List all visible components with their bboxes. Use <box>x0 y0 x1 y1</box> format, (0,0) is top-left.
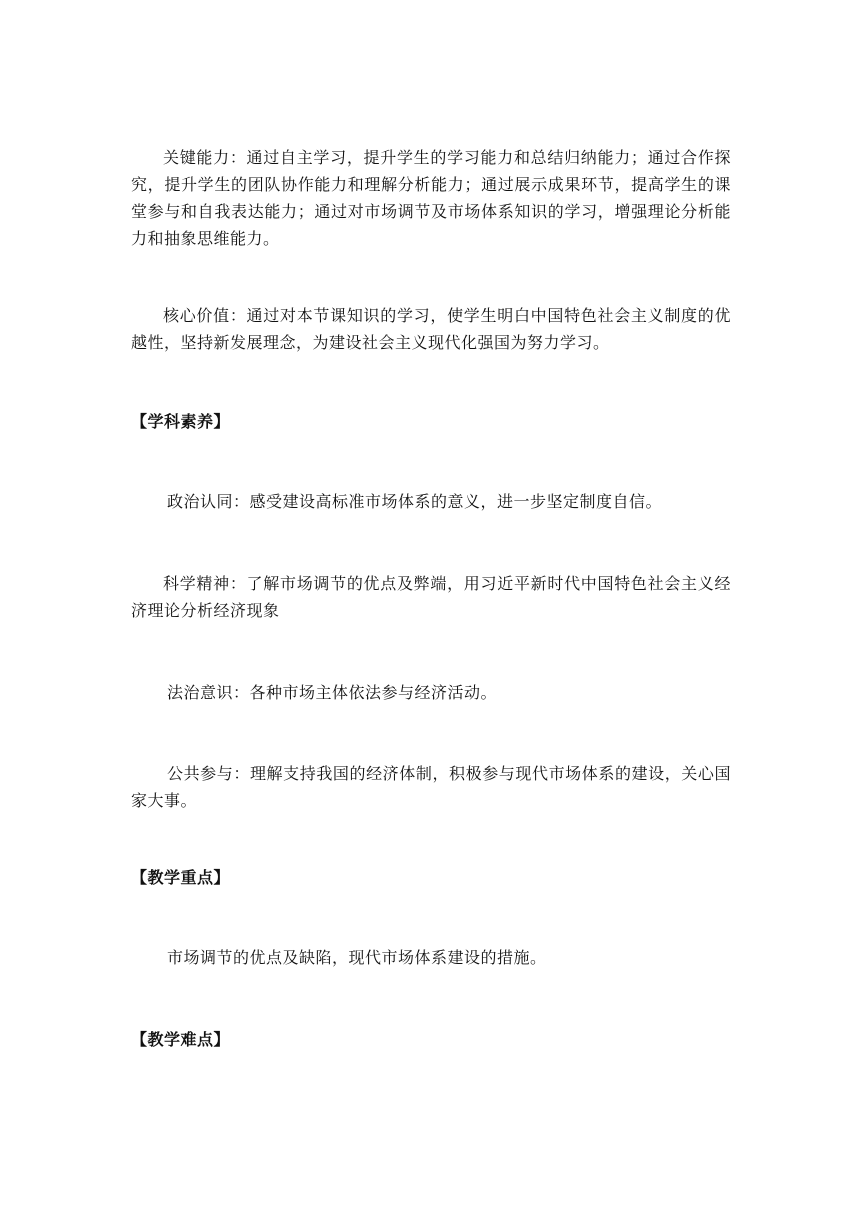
key-ability-paragraph: 关键能力：通过自主学习，提升学生的学习能力和总结归纳能力；通过合作探究，提升学生的团队协作能力和理解分析能力；通过展示成果环节，提高学生的课堂参与和自我表达能力；通过对市场调节及市场体系知识的学习，增强理论分析能力和抽象思维能力。 <box>131 148 731 248</box>
political-identity-paragraph: 政治认同：感受建设高标准市场体系的意义，进一步坚定制度自信。 <box>167 492 663 511</box>
public-participation-paragraph: 公共参与：理解支持我国的经济体制，积极参与现代市场体系的建设，关心国家大事。 <box>131 764 731 810</box>
literacy-heading: 【学科素养】 <box>131 412 231 431</box>
rule-of-law-paragraph: 法治意识：各种市场主体依法参与经济活动。 <box>167 683 498 702</box>
scientific-spirit-paragraph: 科学精神：了解市场调节的优点及弊端，用习近平新时代中国特色社会主义经济理论分析经济现象 <box>131 574 731 620</box>
key-points-heading: 【教学重点】 <box>131 868 231 887</box>
difficulties-heading: 【教学难点】 <box>131 1030 231 1049</box>
key-points-paragraph: 市场调节的优点及缺陷，现代市场体系建设的措施。 <box>167 948 547 967</box>
core-value-paragraph: 核心价值：通过对本节课知识的学习，使学生明白中国特色社会主义制度的优越性，坚持新发展理念，为建设社会主义现代化强国为努力学习。 <box>131 306 731 352</box>
